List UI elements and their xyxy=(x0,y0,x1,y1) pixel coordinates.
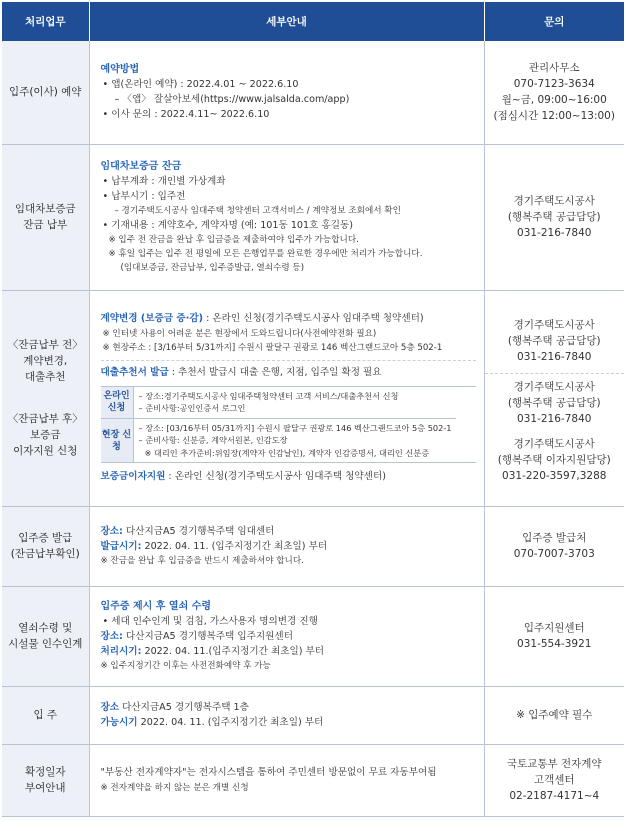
detail-line: • 이사 문의 : 2022.4.11~ 2022.6.10 xyxy=(102,109,270,121)
row-category xyxy=(2,506,89,586)
row-details xyxy=(89,290,484,506)
table-row xyxy=(2,744,624,816)
contact-line: (행복주택 공급담당) xyxy=(507,334,601,347)
category-line: (잔금납부확인) xyxy=(10,548,80,560)
detail-line: ※ 대리인 추가준비:위임장(계약자 인감날인), 계약자 인감증명서, 대리인 신분증 xyxy=(144,447,430,458)
row-category xyxy=(2,290,89,506)
contact-line: 입주지원센터 xyxy=(523,622,585,634)
detail-line: • 세대 인수인계 및 검침, 가스사용자 명의변경 진행 xyxy=(102,615,318,627)
note-line: ※ 잔금을 완납 후 입금증을 반드시 제출하셔야 합니다. xyxy=(100,556,304,567)
detail-line: • 납부시기 : 입주전 xyxy=(102,191,186,202)
detail-line: • 기재내용 : 계약호수, 계약자명 (예: 101동 101호 홍길동) xyxy=(102,220,353,232)
detail-line: ※ 인터넷 사용이 어려운 분은 현장에서 도와드립니다(사전예약전화 필요) xyxy=(102,328,377,339)
category-line: 입주증 발급 xyxy=(18,532,73,544)
interest-line xyxy=(101,469,476,484)
contact-line: 고객센터 xyxy=(533,774,575,786)
row-contact xyxy=(484,41,624,144)
detail-line: – 장소:경기주택도시공사 임대주택청약센터 고객 서비스/대출추천서 신청 xyxy=(138,390,399,401)
row-details xyxy=(89,686,484,744)
category-spacer xyxy=(2,385,89,411)
contact-line: ※ 입주예약 필수 xyxy=(516,709,593,721)
contract-change-text: : 온라인 신청(경기주택도시공사 임대주택 청약센터) xyxy=(203,313,424,325)
detail-line: ※ 입주 전 잔금을 완납 후 입금증을 제출하여야 입주가 가능합니다. xyxy=(108,235,359,246)
contact-line: 경기주택도시공사 xyxy=(513,195,595,207)
contact-line: (행복주택 공급담당) xyxy=(507,211,601,223)
category-line: 대출추천 xyxy=(24,371,66,383)
onsite-label: 현장 신청 xyxy=(101,419,133,463)
row-category xyxy=(2,586,89,686)
detail-line: – 경기주택도시공사 임대주택 청약센터 고객서비스 / 계약정보 조회에서 확인 xyxy=(114,206,401,217)
contact-line: 031-216-7840 xyxy=(517,227,592,239)
place-line xyxy=(101,524,476,539)
category-line: 부여안내 xyxy=(24,782,66,794)
detail-line: • 앱(온라인 예약) : 2022.4.01 ~ 2022.6.10 xyxy=(102,79,299,91)
time-label: 가능시기 xyxy=(100,717,138,728)
place-line xyxy=(101,700,476,715)
row-contact xyxy=(484,290,624,506)
section-title: 입주증 제시 후 열쇠 수령 xyxy=(100,600,212,612)
category-line: 계약변경, xyxy=(23,355,68,367)
row-contact xyxy=(484,686,624,744)
place-label: 장소: xyxy=(100,631,123,642)
category-line: 보증금 xyxy=(30,429,61,441)
time-label: 발급시기: xyxy=(100,541,142,552)
table-row xyxy=(2,686,624,744)
detail-line: ※ 현장주소 : [3/16부터 5/31까지] 수원시 팔달구 권광로 146 벡산그랜드코아 5층 502-1 xyxy=(102,342,443,353)
online-application xyxy=(101,387,456,418)
note-line: ※ 입주지정기간 이후는 사전전화예약 후 가능 xyxy=(100,661,271,672)
interest-text: : 온라인 신청(경기주택도시공사 임대주택 청약센터) xyxy=(165,471,386,483)
detail-line: ※ 휴일 입주는 입주 전 평일에 모든 은행업무를 완료한 경우에만 처리가 가능합니다. xyxy=(108,249,423,260)
loan-title: 대출추천서 발급 xyxy=(100,366,169,378)
category-line: 이자지원 신청 xyxy=(13,445,78,457)
place-text: 다산지금A5 경기행복주택 1층 xyxy=(119,701,249,713)
row-details xyxy=(89,744,484,816)
loan-line xyxy=(101,365,476,380)
time-text: 2022. 04. 11.(입주지정기간 최초일) 부터 xyxy=(141,646,325,658)
row-contact xyxy=(484,744,624,816)
row-category xyxy=(2,686,89,744)
category-line: 〈잔금납부 후〉 xyxy=(7,413,83,425)
detail-line: – 장소: [03/16부터 05/31까지] 수원시 팔달구 권광로 146 벡산그랜드코아 5층 502-1 xyxy=(138,422,452,433)
table-row xyxy=(2,41,624,144)
table-row xyxy=(2,144,624,290)
time-line xyxy=(101,539,476,554)
contact-line: (행복주택 이자지원담당) xyxy=(497,453,611,466)
row-contact xyxy=(484,144,624,290)
contact-block xyxy=(485,374,625,432)
time-text: 2022. 04. 11. (입주지정기간 최초일) 부터 xyxy=(141,541,328,552)
contact-line: 070-7123-3634 xyxy=(513,78,595,91)
table-row xyxy=(2,586,624,686)
contract-change-line xyxy=(101,311,476,326)
detail-line: "부동산 전자계약자"는 전자시스템을 통하여 주민센터 방문없이 무료 자동부여됨 xyxy=(100,767,437,779)
row-contact xyxy=(484,586,624,686)
note-line: ※ 전자계약을 하지 않는 분은 개별 신청 xyxy=(100,782,249,793)
contact-line: (행복주택 공급담당) xyxy=(507,396,601,409)
detail-line: – 준비사항: 신분증, 계약서원본, 인감도장 xyxy=(138,435,288,446)
detail-line: – 준비사항:공인인증서 로그인 xyxy=(138,403,246,414)
time-text: 2022. 04. 11. (입주지정기간 최초일) 부터 xyxy=(137,717,324,728)
onsite-details xyxy=(133,419,456,463)
table-header-row xyxy=(2,2,624,41)
row-category xyxy=(2,144,89,290)
divider xyxy=(101,360,476,361)
table-row xyxy=(2,290,624,506)
row-contact xyxy=(484,506,624,586)
category-line: 〈잔금납부 전〉 xyxy=(7,339,83,351)
contact-line: 031-216-7840 xyxy=(517,412,592,425)
category-line: 열쇠수령 및 xyxy=(18,622,73,634)
place-line xyxy=(101,629,476,644)
place-text: 다산지금A5 경기행복주택 입주지원센터 xyxy=(122,631,293,642)
contact-line: 070-7007-3703 xyxy=(513,548,595,560)
category-line: 임대차보증금 xyxy=(14,203,76,215)
contact-line: (점심시간 12:00~13:00) xyxy=(493,110,615,123)
onsite-application xyxy=(101,418,456,463)
contact-block xyxy=(485,309,625,374)
contact-line: 031-216-7840 xyxy=(517,350,592,363)
header-details: 세부안내 xyxy=(89,2,484,41)
online-details xyxy=(133,387,456,418)
loan-application-box xyxy=(101,386,476,464)
detail-line: (임대보증금, 잔금납부, 입주증발급, 열쇠수령 등) xyxy=(120,263,305,274)
category-line: 시설물 인수인계 xyxy=(8,638,83,650)
category-line: 확정일자 xyxy=(24,766,66,778)
contact-line: 경기주택도시공사 xyxy=(513,437,595,450)
contract-change-title: 계약변경 (보증금 증·감) xyxy=(100,313,204,325)
section-title: 예약방법 xyxy=(100,63,140,75)
contact-line: 입주증 발급처 xyxy=(522,532,587,544)
contact-line: 관리사무소 xyxy=(528,62,580,75)
header-task: 처리업무 xyxy=(2,2,89,41)
row-details xyxy=(89,586,484,686)
table-row xyxy=(2,506,624,586)
row-category xyxy=(2,744,89,816)
section-title: 임대차보증금 잔금 xyxy=(100,160,182,172)
time-label: 처리시기: xyxy=(100,646,142,658)
place-label: 장소: xyxy=(100,525,123,537)
place-text: 다산지금A5 경기행복주택 임대센터 xyxy=(122,525,275,537)
contact-line: 국토교통부 전자계약 xyxy=(506,758,602,770)
move-in-guide-table xyxy=(2,2,624,817)
detail-line: • 납부계좌 : 개인별 가상계좌 xyxy=(102,175,226,187)
contact-line: 02-2187-4171~4 xyxy=(509,790,600,802)
contact-line: 031-220-3597,3288 xyxy=(502,469,607,482)
contact-line: 경기주택도시공사 xyxy=(513,318,595,331)
contact-line: 경기주택도시공사 xyxy=(513,380,595,393)
header-contact: 문의 xyxy=(484,2,624,41)
time-line xyxy=(101,644,476,659)
row-category xyxy=(2,41,89,144)
interest-title: 보증금이자지원 xyxy=(100,471,166,483)
place-label: 장소 xyxy=(100,701,120,713)
row-details xyxy=(89,41,484,144)
detail-line: – 〈앱〉 잘살아보세(https://www.jalsalda.com/app) xyxy=(114,94,350,106)
contact-line: 031-554-3921 xyxy=(517,638,592,650)
loan-text: : 추천서 발급시 대출 은행, 지점, 입주일 확정 필요 xyxy=(168,366,382,378)
row-details xyxy=(89,506,484,586)
category-line: 입 주 xyxy=(33,709,58,721)
contact-line: 월~금, 09:00~16:00 xyxy=(501,94,607,107)
contact-block xyxy=(485,432,625,488)
category-line: 입주(이사) 예약 xyxy=(9,86,82,99)
online-label: 온라인 신청 xyxy=(101,387,133,418)
category-line: 잔금 납부 xyxy=(23,219,68,231)
row-details xyxy=(89,144,484,290)
time-line xyxy=(101,715,476,730)
